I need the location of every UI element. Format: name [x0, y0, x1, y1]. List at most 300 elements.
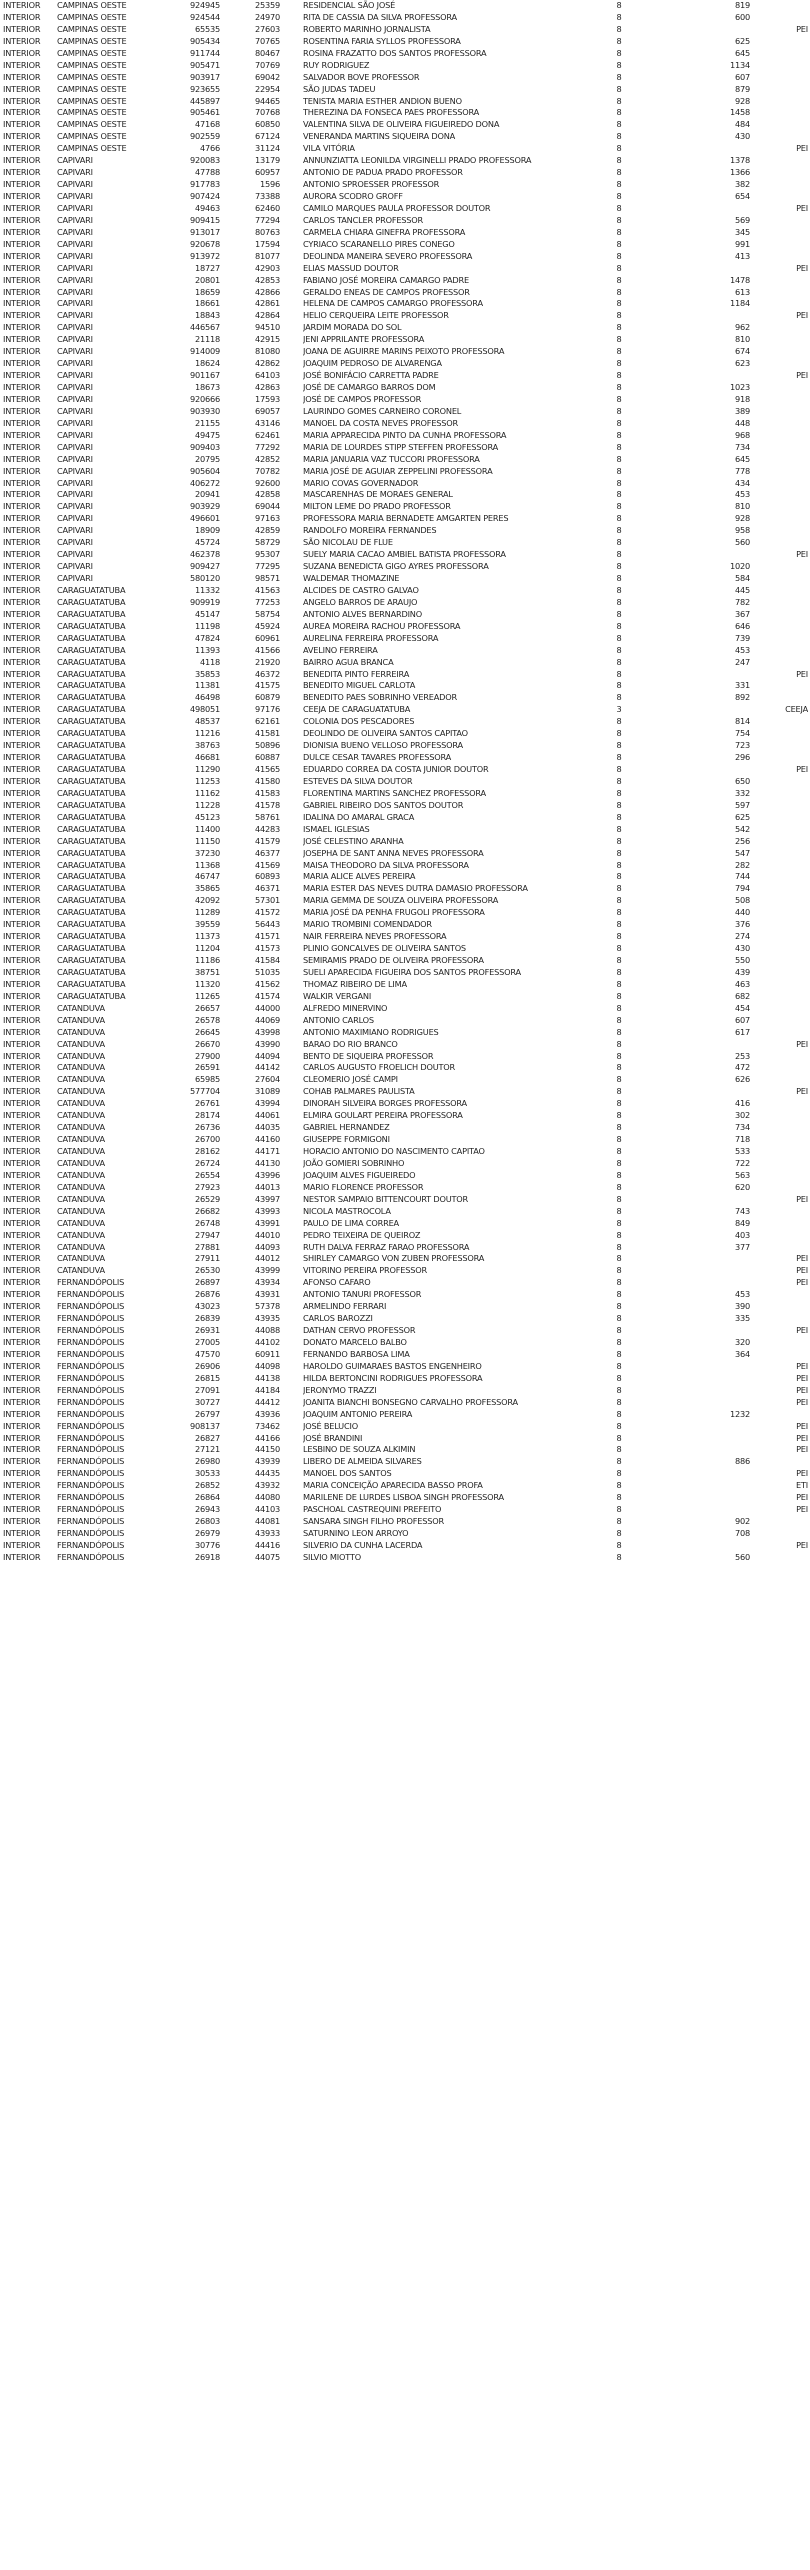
grade-cell: 8 [616, 179, 622, 190]
city-cell: CAMPINAS OESTE [57, 23, 127, 34]
city-cell: CARAGUATATUBA [57, 895, 126, 906]
school-name-cell: ANTONIO MAXIMIANO RODRIGUES [303, 1026, 439, 1037]
unit-code-cell: 44103 [254, 1504, 280, 1515]
school-code-cell: 26797 [194, 1408, 220, 1419]
region-cell: INTERIOR [3, 191, 41, 201]
grade-cell: 8 [616, 525, 622, 536]
student-count-cell: 345 [734, 226, 750, 237]
city-cell: CAPIVARI [57, 537, 93, 548]
unit-code-cell: 92600 [254, 477, 280, 488]
school-code-cell: 26979 [194, 1528, 220, 1538]
region-cell: INTERIOR [3, 310, 41, 321]
program-cell [770, 597, 808, 609]
school-code-cell: 35853 [194, 668, 220, 679]
student-count-cell: 382 [734, 179, 750, 190]
school-code-cell: 11198 [194, 620, 220, 631]
grade-cell: 8 [616, 143, 622, 154]
city-cell: FERNANDÓPOLIS [57, 1420, 125, 1431]
table-row [0, 72, 810, 84]
city-cell: CAPIVARI [57, 250, 93, 261]
table-row [0, 788, 810, 800]
grade-cell: 8 [616, 1456, 622, 1467]
city-cell: CARAGUATATUBA [57, 716, 126, 727]
student-count-cell: 650 [734, 775, 750, 786]
program-cell: PEI [796, 668, 808, 679]
table-row [0, 669, 810, 681]
unit-code-cell: 21920 [254, 656, 280, 667]
program-cell [770, 36, 808, 48]
city-cell: CAMPINAS OESTE [57, 95, 127, 106]
region-cell: INTERIOR [3, 202, 41, 213]
grade-cell: 8 [616, 513, 622, 524]
program-cell: PEI [796, 1396, 808, 1407]
program-cell: PEI [796, 1360, 808, 1371]
unit-code-cell: 43999 [254, 1265, 280, 1276]
program-cell [770, 883, 808, 895]
student-count-cell: 625 [734, 811, 750, 822]
city-cell: CAMPINAS OESTE [57, 131, 127, 142]
school-name-cell: BENTO DE SIQUEIRA PROFESSOR [303, 1050, 434, 1061]
city-cell: CARAGUATATUBA [57, 847, 126, 858]
grade-cell: 8 [616, 1229, 622, 1240]
program-cell [770, 1098, 808, 1110]
school-code-cell: 11368 [194, 859, 220, 870]
grade-cell: 8 [616, 214, 622, 225]
unit-code-cell: 44416 [254, 1539, 280, 1550]
region-cell: INTERIOR [3, 764, 41, 774]
region-cell: INTERIOR [3, 1420, 41, 1431]
student-count-cell: 569 [734, 214, 750, 225]
school-name-cell: HAROLDO GUIMARAES BASTOS ENGENHEIRO [303, 1360, 482, 1371]
table-row [0, 143, 810, 155]
program-cell [770, 1027, 808, 1039]
table-row [0, 84, 810, 96]
unit-code-cell: 62461 [254, 429, 280, 440]
region-cell: INTERIOR [3, 1277, 41, 1288]
program-cell [770, 657, 808, 669]
student-count-cell [700, 1421, 750, 1433]
school-code-cell: 11381 [194, 680, 220, 691]
table-row [0, 1074, 810, 1086]
student-count-cell: 434 [734, 477, 750, 488]
city-cell: CARAGUATATUBA [57, 632, 126, 643]
table-row [0, 883, 810, 895]
city-cell: FERNANDÓPOLIS [57, 1384, 125, 1395]
school-name-cell: MARIA GEMMA DE SOUZA OLIVEIRA PROFESSORA [303, 895, 499, 906]
school-code-cell: 577704 [189, 1086, 220, 1097]
school-code-cell: 11265 [194, 990, 220, 1001]
region-cell: INTERIOR [3, 740, 41, 751]
unit-code-cell: 41566 [254, 644, 280, 655]
region-cell: INTERIOR [3, 1480, 41, 1491]
city-cell: FERNANDÓPOLIS [57, 1337, 125, 1347]
grade-cell: 8 [616, 262, 622, 273]
table-row [0, 549, 810, 561]
student-count-cell: 454 [734, 1002, 750, 1013]
student-count-cell: 453 [734, 644, 750, 655]
unit-code-cell: 46372 [254, 668, 280, 679]
unit-code-cell: 42862 [254, 358, 280, 369]
school-code-cell: 11320 [194, 978, 220, 989]
table-row [0, 1170, 810, 1182]
region-cell: INTERIOR [3, 238, 41, 249]
program-cell [770, 1313, 808, 1325]
student-count-cell [700, 24, 750, 36]
grade-cell: 8 [616, 1504, 622, 1515]
school-code-cell: 45123 [194, 811, 220, 822]
unit-code-cell: 95307 [254, 549, 280, 560]
school-code-cell: 26736 [194, 1122, 220, 1133]
school-code-cell: 11204 [194, 943, 220, 954]
city-cell: FERNANDÓPOLIS [57, 1492, 125, 1503]
table-row [0, 1146, 810, 1158]
region-cell: INTERIOR [3, 274, 41, 285]
school-name-cell: BENEDITA PINTO FERREIRA [303, 668, 410, 679]
unit-code-cell: 57301 [254, 895, 280, 906]
unit-code-cell: 17594 [254, 238, 280, 249]
school-code-cell: 909403 [189, 441, 220, 452]
unit-code-cell: 41571 [254, 931, 280, 942]
city-cell: CARAGUATATUBA [57, 764, 126, 774]
city-cell: FERNANDÓPOLIS [57, 1516, 125, 1527]
region-cell: INTERIOR [3, 692, 41, 703]
school-code-cell: 49463 [194, 202, 220, 213]
grade-cell: 8 [616, 692, 622, 703]
school-name-cell: NICOLA MASTROCOLA [303, 1205, 391, 1216]
region-cell: INTERIOR [3, 668, 41, 679]
region-cell: INTERIOR [3, 71, 41, 82]
school-name-cell: MARIA DE LOURDES STIPP STEFFEN PROFESSORA [303, 441, 499, 452]
table-row [0, 12, 810, 24]
region-cell: INTERIOR [3, 1456, 41, 1467]
table-row [0, 322, 810, 334]
school-code-cell: 18659 [194, 286, 220, 297]
school-code-cell: 26700 [194, 1134, 220, 1145]
school-name-cell: DIONISIA BUENO VELLOSO PROFESSORA [303, 740, 463, 751]
school-name-cell: SUELY MARIA CACAO AMBIEL BATISTA PROFESSORA [303, 549, 506, 560]
city-cell: CARAGUATATUBA [57, 668, 126, 679]
student-count-cell: 928 [734, 95, 750, 106]
student-count-cell [700, 1194, 750, 1206]
table-row [0, 1086, 810, 1098]
student-count-cell: 274 [734, 931, 750, 942]
school-name-cell: BAIRRO AGUA BRANCA [303, 656, 394, 667]
student-count-cell: 550 [734, 955, 750, 965]
region-cell: INTERIOR [3, 155, 41, 166]
program-cell: PEI [796, 1038, 808, 1049]
region-cell: INTERIOR [3, 859, 41, 870]
region-cell: INTERIOR [3, 286, 41, 297]
region-cell: INTERIOR [3, 1229, 41, 1240]
grade-cell: 8 [616, 1253, 622, 1264]
region-cell: INTERIOR [3, 405, 41, 416]
unit-code-cell: 43931 [254, 1289, 280, 1300]
table-row [0, 442, 810, 454]
unit-code-cell: 94465 [254, 95, 280, 106]
region-cell: INTERIOR [3, 334, 41, 345]
grade-cell: 8 [616, 871, 622, 882]
table-row [0, 179, 810, 191]
city-cell: CAMPINAS OESTE [57, 59, 127, 70]
table-row [0, 955, 810, 967]
program-cell: PEI [796, 1468, 808, 1479]
school-name-cell: CARLOS TANCLER PROFESSOR [303, 214, 424, 225]
unit-code-cell: 43993 [254, 1205, 280, 1216]
table-row [0, 501, 810, 513]
city-cell: CATANDUVA [57, 1122, 105, 1133]
unit-code-cell: 44150 [254, 1444, 280, 1455]
region-cell: INTERIOR [3, 728, 41, 739]
region-cell: INTERIOR [3, 644, 41, 655]
school-code-cell: 18624 [194, 358, 220, 369]
student-count-cell: 445 [734, 584, 750, 595]
student-count-cell: 991 [734, 238, 750, 249]
student-count-cell: 1366 [729, 167, 750, 178]
city-cell: CAMPINAS OESTE [57, 35, 127, 46]
region-cell: INTERIOR [3, 883, 41, 894]
school-code-cell: 30533 [194, 1468, 220, 1479]
region-cell: INTERIOR [3, 1372, 41, 1383]
table-row [0, 979, 810, 991]
region-cell: INTERIOR [3, 1516, 41, 1527]
student-count-cell [700, 1086, 750, 1098]
school-name-cell: THEREZINA DA FONSECA PAES PROFESSORA [303, 107, 480, 118]
region-cell: INTERIOR [3, 1134, 41, 1145]
student-count-cell: 508 [734, 895, 750, 906]
school-code-cell: 4766 [199, 143, 220, 154]
table-row [0, 525, 810, 537]
student-count-cell [700, 310, 750, 322]
table-row [0, 919, 810, 931]
program-cell [770, 1218, 808, 1230]
region-cell: INTERIOR [3, 549, 41, 560]
program-cell [770, 907, 808, 919]
city-cell: CARAGUATATUBA [57, 907, 126, 918]
program-cell [770, 466, 808, 478]
table-row [0, 907, 810, 919]
region-cell: INTERIOR [3, 214, 41, 225]
school-code-cell: 18843 [194, 310, 220, 321]
student-count-cell: 613 [734, 286, 750, 297]
grade-cell: 8 [616, 1313, 622, 1324]
program-cell [770, 1349, 808, 1361]
table-row [0, 1480, 810, 1492]
table-row [0, 764, 810, 776]
school-name-cell: DINORAH SILVEIRA BORGES PROFESSORA [303, 1098, 467, 1109]
city-cell: CATANDUVA [57, 1169, 105, 1180]
city-cell: CARAGUATATUBA [57, 620, 126, 631]
unit-code-cell: 44138 [254, 1372, 280, 1383]
school-code-cell: 47824 [194, 632, 220, 643]
city-cell: CATANDUVA [57, 1217, 105, 1228]
city-cell: CATANDUVA [57, 1146, 105, 1156]
city-cell: CAPIVARI [57, 226, 93, 237]
unit-code-cell: 58729 [254, 537, 280, 548]
program-cell [770, 1516, 808, 1528]
region-cell: INTERIOR [3, 823, 41, 834]
unit-code-cell: 44094 [254, 1050, 280, 1061]
student-count-cell: 879 [734, 83, 750, 94]
region-cell: INTERIOR [3, 1313, 41, 1324]
unit-code-cell: 44069 [254, 1014, 280, 1025]
school-code-cell: 47788 [194, 167, 220, 178]
school-code-cell: 20941 [194, 489, 220, 500]
program-cell: PEI [796, 1504, 808, 1515]
unit-code-cell: 58754 [254, 608, 280, 619]
program-cell [770, 298, 808, 310]
unit-code-cell: 42853 [254, 274, 280, 285]
grade-cell: 8 [616, 274, 622, 285]
student-count-cell: 1184 [729, 298, 750, 309]
program-cell [770, 943, 808, 955]
program-cell [770, 287, 808, 299]
school-name-cell: IDALINA DO AMARAL GRACA [303, 811, 415, 822]
school-code-cell: 924544 [189, 11, 220, 22]
unit-code-cell: 41578 [254, 799, 280, 810]
student-count-cell: 607 [734, 71, 750, 82]
table-row [0, 1206, 810, 1218]
unit-code-cell: 44184 [254, 1384, 280, 1395]
grade-cell: 3 [616, 704, 622, 715]
student-count-cell: 623 [734, 358, 750, 369]
school-name-cell: ALCIDES DE CASTRO GALVAO [303, 584, 419, 595]
school-code-cell: 21118 [194, 334, 220, 345]
grade-cell: 8 [616, 811, 622, 822]
region-cell: INTERIOR [3, 95, 41, 106]
table-row [0, 1397, 810, 1409]
city-cell: CARAGUATATUBA [57, 644, 126, 655]
school-code-cell: 27005 [194, 1337, 220, 1347]
city-cell: CATANDUVA [57, 1181, 105, 1192]
grade-cell: 8 [616, 11, 622, 22]
unit-code-cell: 77253 [254, 596, 280, 607]
region-cell: INTERIOR [3, 358, 41, 369]
grade-cell: 8 [616, 405, 622, 416]
grade-cell: 8 [616, 847, 622, 858]
unit-code-cell: 60893 [254, 871, 280, 882]
grade-cell: 8 [616, 1337, 622, 1347]
table-row [0, 1468, 810, 1480]
program-cell [770, 561, 808, 573]
unit-code-cell: 41581 [254, 728, 280, 739]
city-cell: CATANDUVA [57, 1074, 105, 1085]
program-cell [770, 1528, 808, 1540]
grade-cell: 8 [616, 1360, 622, 1371]
city-cell: CARAGUATATUBA [57, 740, 126, 751]
program-cell [770, 967, 808, 979]
grade-cell: 8 [616, 931, 622, 942]
table-row [0, 227, 810, 239]
unit-code-cell: 77295 [254, 561, 280, 572]
city-cell: CATANDUVA [57, 1026, 105, 1037]
program-cell [770, 48, 808, 60]
table-row [0, 573, 810, 585]
grade-cell: 8 [616, 1122, 622, 1133]
student-count-cell: 416 [734, 1098, 750, 1109]
city-cell: CARAGUATATUBA [57, 859, 126, 870]
program-cell [770, 788, 808, 800]
program-cell [770, 155, 808, 167]
program-cell [770, 96, 808, 108]
school-name-cell: BENEDITO MIGUEL CARLOTA [303, 680, 416, 691]
table-row [0, 716, 810, 728]
school-name-cell: PLINIO GONCALVES DE OLIVEIRA SANTOS [303, 943, 466, 954]
grade-cell: 8 [616, 358, 622, 369]
city-cell: CARAGUATATUBA [57, 931, 126, 942]
city-cell: CATANDUVA [57, 1205, 105, 1216]
school-name-cell: HELENA DE CAMPOS CAMARGO PROFESSORA [303, 298, 483, 309]
unit-code-cell: 43991 [254, 1217, 280, 1228]
program-cell [770, 454, 808, 466]
region-cell: INTERIOR [3, 931, 41, 942]
program-cell [770, 227, 808, 239]
table-row [0, 513, 810, 525]
program-cell [770, 919, 808, 931]
student-count-cell: 1458 [729, 107, 750, 118]
grade-cell: 8 [616, 226, 622, 237]
program-cell [770, 955, 808, 967]
table-row [0, 382, 810, 394]
grade-cell: 8 [616, 346, 622, 357]
city-cell: CAPIVARI [57, 191, 93, 201]
unit-code-cell: 17593 [254, 393, 280, 404]
city-cell: FERNANDÓPOLIS [57, 1313, 125, 1324]
school-name-cell: FABIANO JOSÉ MOREIRA CAMARGO PADRE [303, 274, 469, 285]
grade-cell: 8 [616, 1193, 622, 1204]
unit-code-cell: 41584 [254, 955, 280, 965]
region-cell: INTERIOR [3, 179, 41, 190]
program-cell [770, 107, 808, 119]
region-cell: INTERIOR [3, 1157, 41, 1168]
region-cell: INTERIOR [3, 429, 41, 440]
grade-cell: 8 [616, 752, 622, 763]
unit-code-cell: 69057 [254, 405, 280, 416]
region-cell: INTERIOR [3, 596, 41, 607]
school-code-cell: 26530 [194, 1265, 220, 1276]
table-row [0, 633, 810, 645]
table-row [0, 96, 810, 108]
table-row [0, 107, 810, 119]
grade-cell: 8 [616, 1038, 622, 1049]
school-code-cell: 26943 [194, 1504, 220, 1515]
unit-code-cell: 44412 [254, 1396, 280, 1407]
grade-cell: 8 [616, 167, 622, 178]
school-code-cell: 920083 [189, 155, 220, 166]
grade-cell: 8 [616, 47, 622, 58]
school-code-cell: 26852 [194, 1480, 220, 1491]
grade-cell: 8 [616, 1444, 622, 1455]
student-count-cell [700, 1504, 750, 1516]
region-cell: INTERIOR [3, 656, 41, 667]
city-cell: FERNANDÓPOLIS [57, 1372, 125, 1383]
program-cell: PEI [796, 1265, 808, 1276]
program-cell: PEI [796, 1277, 808, 1288]
grade-cell: 8 [616, 823, 622, 834]
region-cell: INTERIOR [3, 1169, 41, 1180]
region-cell: INTERIOR [3, 608, 41, 619]
school-code-cell: 11253 [194, 775, 220, 786]
program-cell [770, 740, 808, 752]
unit-code-cell: 98571 [254, 573, 280, 583]
school-name-cell: JOAQUIM PEDROSO DE ALVARENGA [303, 358, 442, 369]
grade-cell: 8 [616, 1026, 622, 1037]
unit-code-cell: 46377 [254, 847, 280, 858]
program-cell: PEI [796, 23, 808, 34]
school-code-cell: 917783 [189, 179, 220, 190]
student-count-cell: 722 [734, 1157, 750, 1168]
region-cell: INTERIOR [3, 955, 41, 965]
student-count-cell: 645 [734, 47, 750, 58]
